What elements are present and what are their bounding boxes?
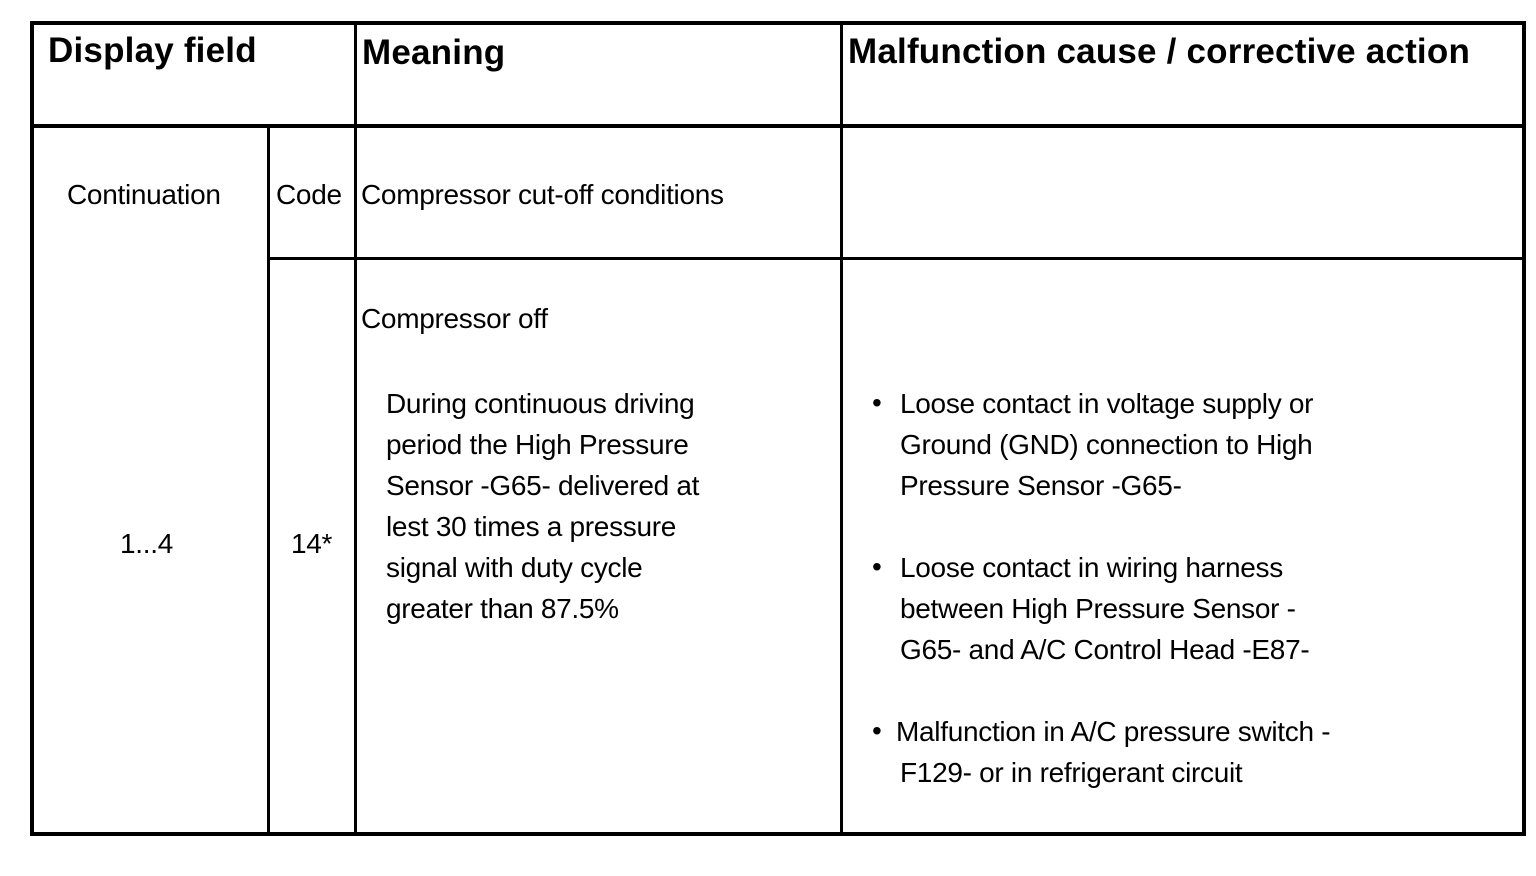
row2-meaning-title: Compressor off xyxy=(361,303,548,334)
cause-2 xyxy=(900,547,1309,670)
row1-meaning: Compressor cut-off conditions xyxy=(361,179,724,210)
col-divider-meaning xyxy=(354,25,357,832)
meaning-line: During continuous driving xyxy=(386,388,695,419)
cause-line: F129- or in refrigerant circuit xyxy=(900,757,1243,788)
row2-meaning-description xyxy=(386,383,699,629)
cause-2-bullet: • xyxy=(872,551,882,582)
row1-continuation: Continuation xyxy=(67,179,221,210)
cause-line: between High Pressure Sensor - xyxy=(900,593,1296,624)
meaning-line: greater than 87.5% xyxy=(386,593,619,624)
col-divider-malfunction xyxy=(840,25,843,832)
cause-line: Malfunction in A/C pressure switch - xyxy=(896,716,1331,747)
meaning-line: Sensor -G65- delivered at xyxy=(386,470,700,501)
cause-3 xyxy=(896,711,1330,793)
row-divider-row1 xyxy=(267,257,1522,260)
cause-line: Pressure Sensor -G65- xyxy=(900,470,1182,501)
cause-3-bullet: • xyxy=(872,715,882,746)
cause-line: Ground (GND) connection to High xyxy=(900,429,1313,460)
row1-code: Code xyxy=(276,179,342,210)
cause-line: Loose contact in voltage supply or xyxy=(900,388,1314,419)
cause-1-bullet: • xyxy=(872,387,882,418)
meaning-line: period the High Pressure xyxy=(386,429,689,460)
header-malfunction: Malfunction cause / corrective action xyxy=(848,32,1471,71)
cause-1 xyxy=(900,383,1313,506)
row2-code: 14* xyxy=(291,528,333,559)
cause-line: G65- and A/C Control Head -E87- xyxy=(900,634,1310,665)
meaning-line: signal with duty cycle xyxy=(386,552,643,583)
row2-display-field: 1...4 xyxy=(120,528,173,559)
row-divider-header xyxy=(34,124,1522,128)
col-divider-code xyxy=(267,125,270,832)
cause-line: Loose contact in wiring harness xyxy=(900,552,1283,583)
header-display-field: Display field xyxy=(48,31,257,70)
meaning-line: lest 30 times a pressure xyxy=(386,511,677,542)
header-meaning: Meaning xyxy=(362,33,506,72)
diagnostic-table xyxy=(30,21,1526,836)
